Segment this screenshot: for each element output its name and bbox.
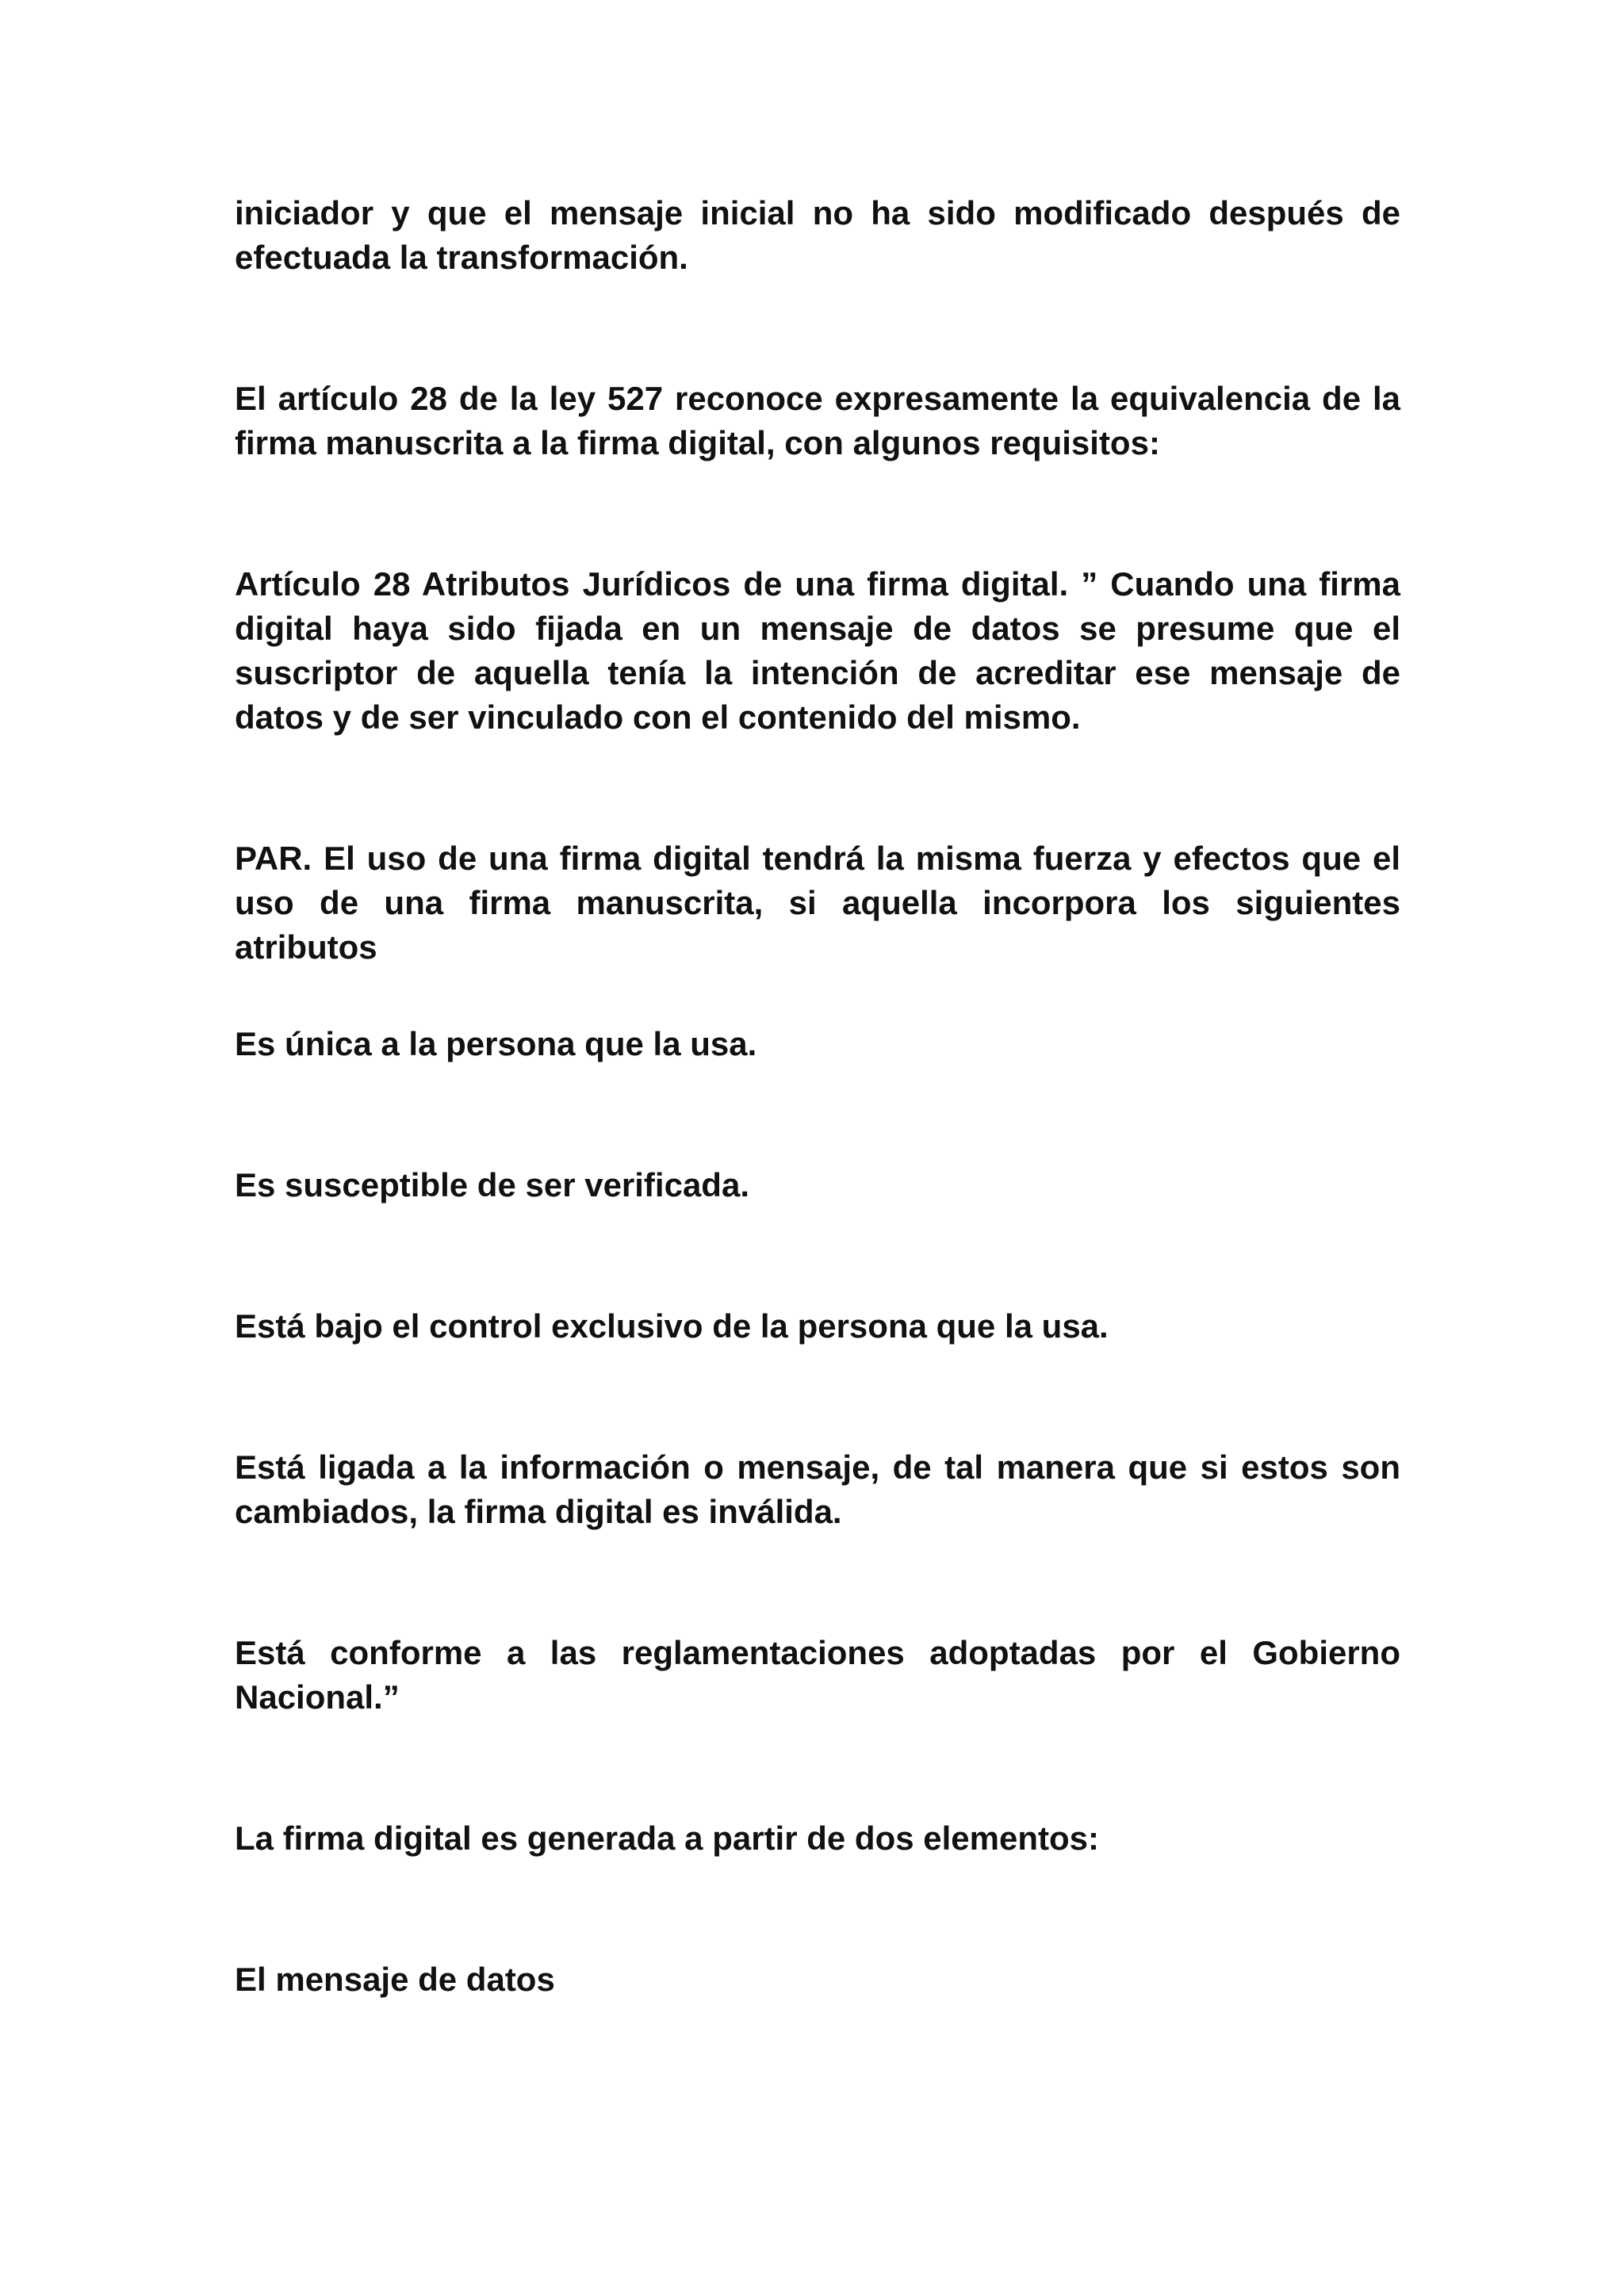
attribute-exclusive-control: Está bajo el control exclusivo de la persona que la usa. bbox=[235, 1307, 1109, 1345]
paragraph-two-elements: La firma digital es generada a partir de dos elementos: bbox=[235, 1820, 1099, 1857]
paragraph-transformation: iniciador y que el mensaje inicial no ha sido modificado después de efectuada la transformación. bbox=[235, 194, 1400, 276]
attribute-unique: Es única a la persona que la usa. bbox=[235, 1025, 757, 1062]
paragraph-par: PAR. El uso de una firma digital tendrá la misma fuerza y efectos que el uso de una firma manuscrita, si aquella incorpora los siguientes atributos bbox=[235, 840, 1400, 966]
attribute-linked-information: Está ligada a la información o mensaje, de tal manera que si estos son cambiados, la firma digital es inválida. bbox=[235, 1448, 1400, 1530]
attribute-government-regulations: Está conforme a las reglamentaciones adoptadas por el Gobierno Nacional.” bbox=[235, 1634, 1400, 1716]
attribute-verifiable: Es susceptible de ser verificada. bbox=[235, 1166, 749, 1203]
paragraph-data-message: El mensaje de datos bbox=[235, 1961, 555, 1998]
paragraph-article-28: Artículo 28 Atributos Jurídicos de una firma digital. ” Cuando una firma digital haya sido fijada en un mensaje de datos se presume que el suscriptor de aquella tenía la intención de acreditar ese mensaje de datos y de ser vinculado con el contenido del mismo. bbox=[235, 565, 1400, 736]
paragraph-article-28-intro: El artículo 28 de la ley 527 reconoce expresamente la equivalencia de la firma manuscrita a la firma digital, con algunos requisitos: bbox=[235, 380, 1400, 461]
